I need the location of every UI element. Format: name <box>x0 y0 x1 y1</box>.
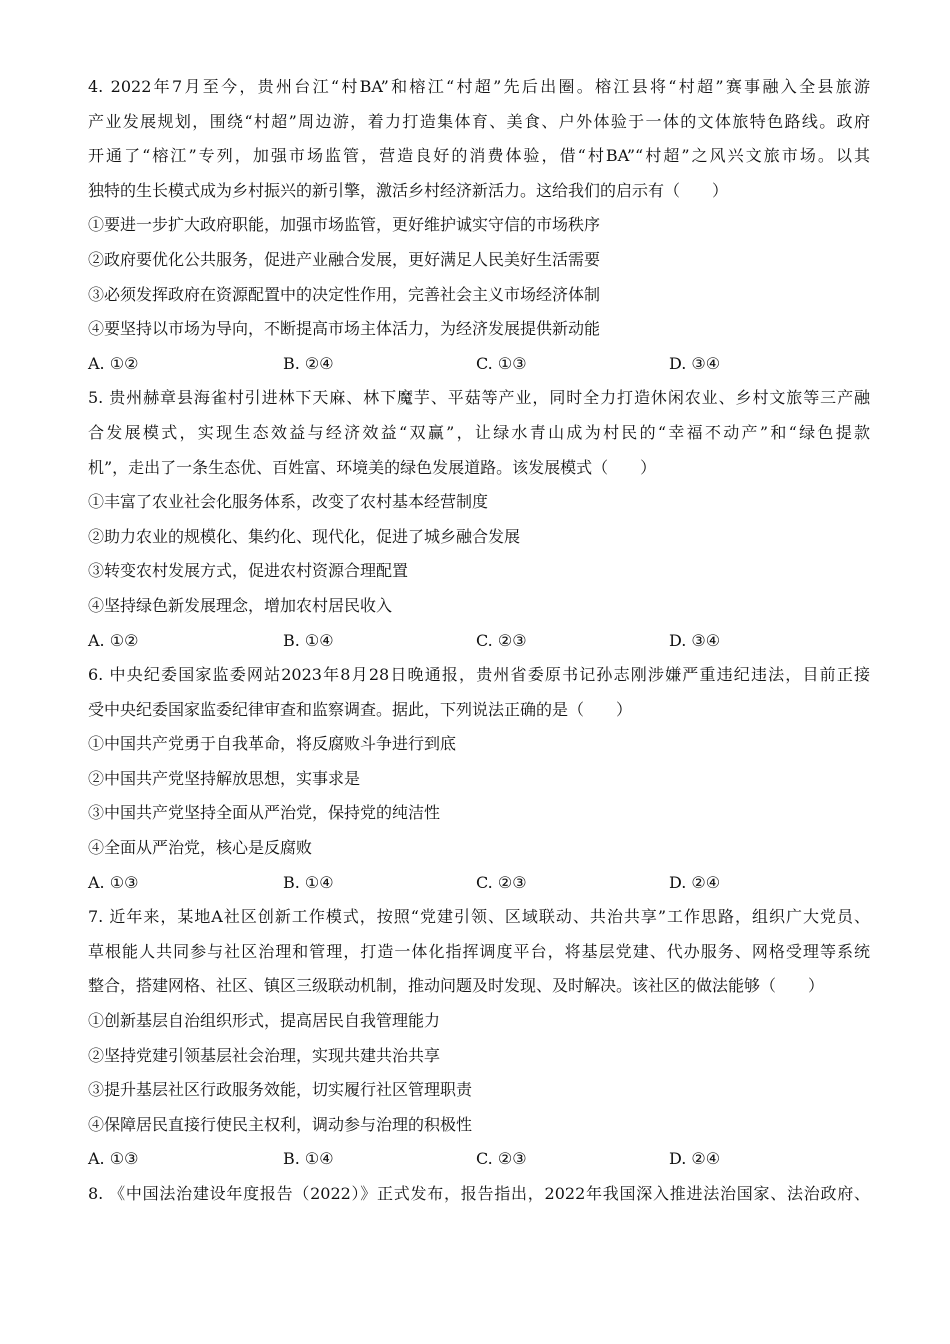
question-block <box>88 658 870 900</box>
question-block <box>88 1177 870 1212</box>
answer-option[interactable]: D. ②④ <box>669 1149 721 1169</box>
answer-option[interactable]: A. ①③ <box>88 872 139 892</box>
answer-option[interactable]: B. ②④ <box>283 353 334 373</box>
answer-option[interactable]: B. ①④ <box>283 872 334 892</box>
statement-item: ③转变农村发展方式，促进农村资源合理配置 <box>88 561 409 581</box>
statement-item: ①要进一步扩大政府职能，加强市场监管，更好维护诚实守信的市场秩序 <box>88 215 601 235</box>
question-stem-line: 7. 近年来，某地A社区创新工作模式，按照“党建引领、区域联动、共治共享”工作思路，组织广大党员、 <box>88 907 870 927</box>
answer-options <box>88 624 870 659</box>
statement-item: ③必须发挥政府在资源配置中的决定性作用，完善社会主义市场经济体制 <box>88 284 601 304</box>
question-block <box>88 70 870 381</box>
question-stem-line: 4. 2022年7月至今，贵州台江“村BA”和榕江“村超”先后出圈。榕江县将“村超”赛事融入全县旅游 <box>88 77 870 96</box>
answer-option[interactable]: D. ③④ <box>669 630 721 650</box>
question-stem-line: 机”，走出了一条生态优、百姓富、环境美的绿色发展道路。该发展模式（ ） <box>88 457 657 477</box>
answer-options <box>88 1142 870 1177</box>
answer-option[interactable]: D. ③④ <box>669 353 721 373</box>
question-stem-line: 受中央纪委国家监委纪律审查和监察调查。据此，下列说法正确的是（ ） <box>88 699 633 719</box>
answer-option[interactable]: B. ①④ <box>283 1149 334 1169</box>
answer-option[interactable]: B. ①④ <box>283 630 334 650</box>
statement-item: ④坚持绿色新发展理念，增加农村居民收入 <box>88 595 393 615</box>
question-stem-line: 独特的生长模式成为乡村振兴的新引擎，激活乡村经济新活力。这给我们的启示有（ ） <box>88 180 729 200</box>
question-stem-line: 草根能人共同参与社区治理和管理，打造一体化指挥调度平台，将基层党建、代办服务、网格受理等系统 <box>88 941 870 961</box>
statement-item: ④要坚持以市场为导向，不断提高市场主体活力，为经济发展提供新动能 <box>88 319 601 339</box>
exam-document <box>88 70 870 1212</box>
question-stem-line: 8. 《中国法治建设年度报告（2022）》正式发布，报告指出，2022年我国深入推进法治国家、法治政府、 <box>88 1184 870 1203</box>
statement-item: ②政府要优化公共服务，促进产业融合发展，更好满足人民美好生活需要 <box>88 249 601 269</box>
statement-item: ④保障居民直接行使民主权利，调动参与治理的积极性 <box>88 1114 473 1134</box>
answer-options <box>88 866 870 901</box>
statement-item: ①丰富了农业社会化服务体系，改变了农村基本经营制度 <box>88 492 489 512</box>
question-block <box>88 381 870 658</box>
answer-option[interactable]: C. ②③ <box>476 872 527 892</box>
question-stem-line: 开通了“榕江”专列，加强市场监管，营造良好的消费体验，借“村BA”“村超”之风兴文旅市场。以其 <box>88 146 870 166</box>
answer-option[interactable]: A. ①② <box>88 630 139 650</box>
answer-option[interactable]: A. ①③ <box>88 1149 139 1169</box>
question-stem-line: 5. 贵州赫章县海雀村引进林下天麻、林下魔芋、平菇等产业，同时全力打造休闲农业、乡村文旅等三产融 <box>88 388 870 408</box>
answer-option[interactable]: C. ②③ <box>476 1149 527 1169</box>
answer-option[interactable]: C. ②③ <box>476 630 527 650</box>
question-stem-line: 6. 中央纪委国家监委网站2023年8月28日晚通报，贵州省委原书记孙志刚涉嫌严重违纪违法，目前正接 <box>88 665 870 685</box>
answer-option[interactable]: C. ①③ <box>476 353 527 373</box>
statement-item: ②坚持党建引领基层社会治理，实现共建共治共享 <box>88 1045 441 1065</box>
statement-item: ①中国共产党勇于自我革命，将反腐败斗争进行到底 <box>88 734 457 754</box>
statement-item: ①创新基层自治组织形式，提高居民自我管理能力 <box>88 1011 441 1031</box>
answer-option[interactable]: A. ①② <box>88 353 139 373</box>
statement-item: ④全面从严治党，核心是反腐败 <box>88 838 313 858</box>
statement-item: ③提升基层社区行政服务效能，切实履行社区管理职责 <box>88 1080 473 1100</box>
question-stem-line: 整合，搭建网格、社区、镇区三级联动机制，推动问题及时发现、及时解决。该社区的做法能够（ ） <box>88 976 825 996</box>
question-stem-line: 产业发展规划，围绕“村超”周边游，着力打造集体育、美食、户外体验于一体的文体旅特色路线。政府 <box>88 111 870 131</box>
statement-item: ②助力农业的规模化、集约化、现代化，促进了城乡融合发展 <box>88 526 521 546</box>
answer-option[interactable]: D. ②④ <box>669 872 721 892</box>
question-block <box>88 900 870 1177</box>
answer-options <box>88 347 870 382</box>
statement-item: ③中国共产党坚持全面从严治党，保持党的纯洁性 <box>88 803 441 823</box>
question-stem-line: 合发展模式，实现生态效益与经济效益“双赢”，让绿水青山成为村民的“幸福不动产”和“绿色提款 <box>88 422 870 442</box>
statement-item: ②中国共产党坚持解放思想，实事求是 <box>88 768 361 788</box>
